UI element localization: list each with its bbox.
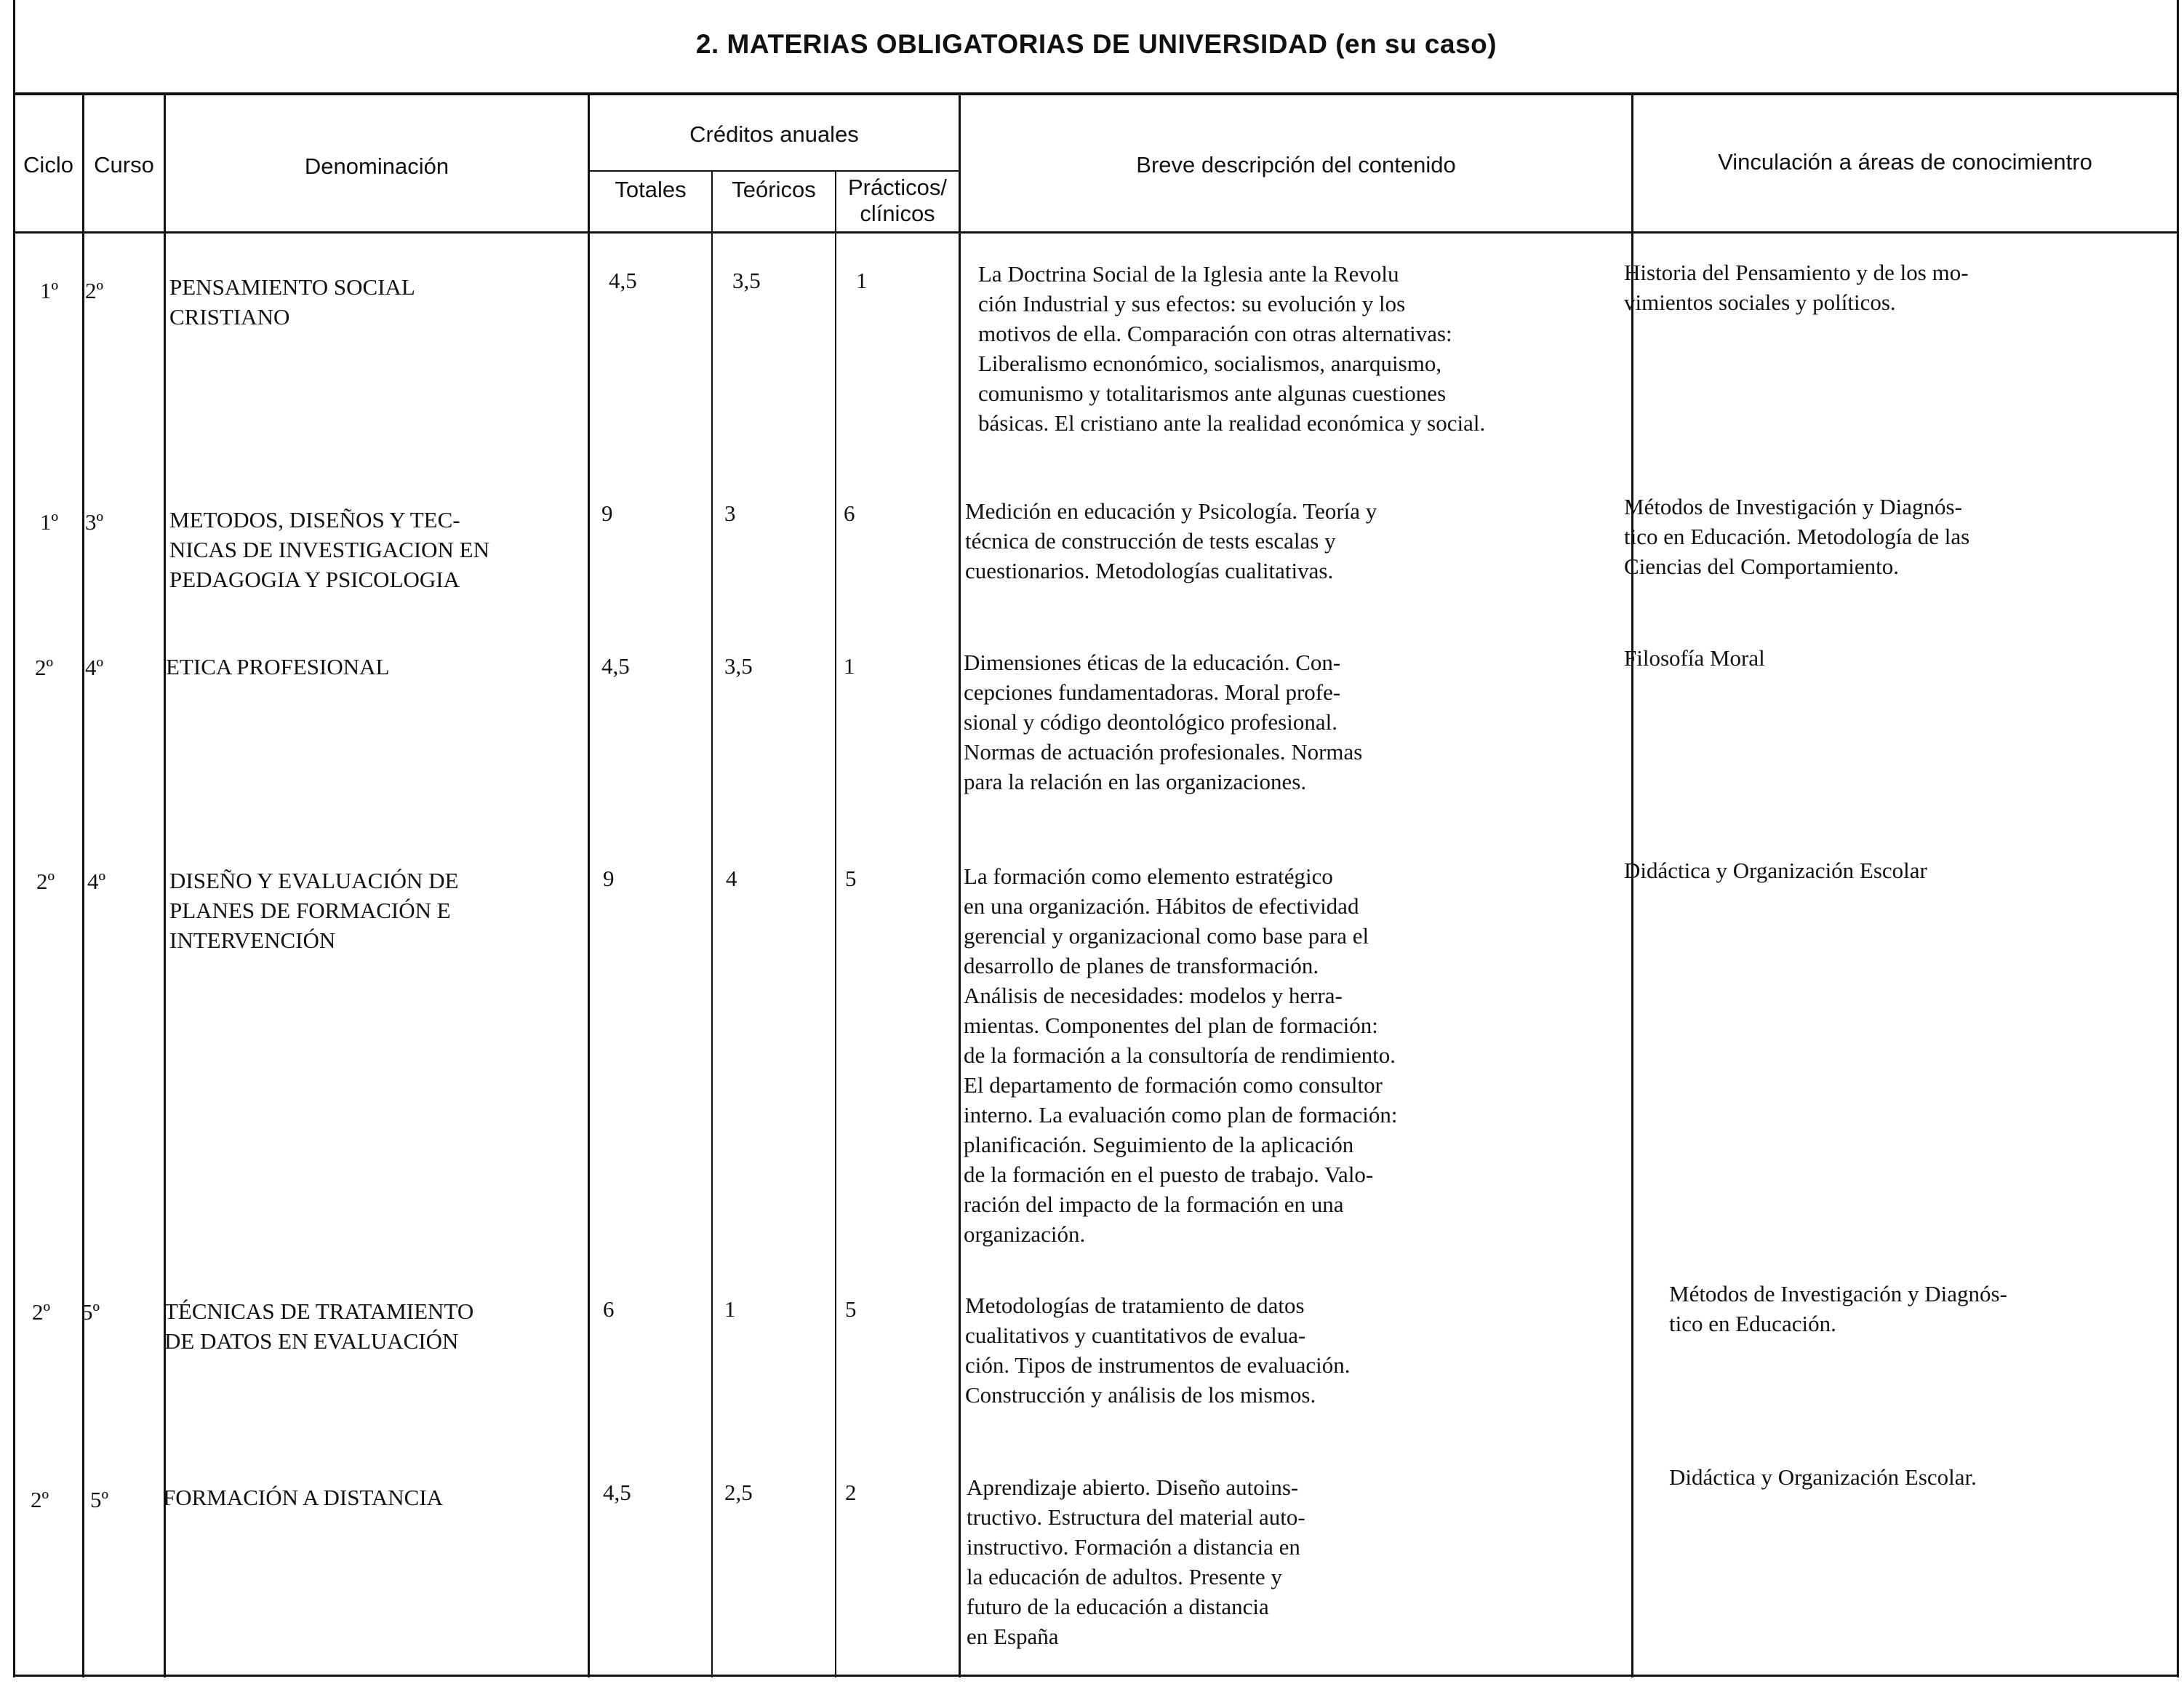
row-2-teoricos: 3 [724,500,736,526]
col-border-curso-denom [164,93,166,1677]
row-2-descripcion: Medición en educación y Psicología. Teoría y técnica de construcción de tests escalas y cuestionarios. Metodologías cualitativas. [965,498,1377,583]
col-border-totales-teoricos [711,170,713,1677]
row-4-ciclo: 2º [36,869,55,894]
col-border-left [13,93,15,1677]
row-4-descripcion: La formación como elemento estratégico en una organización. Hábitos de efectividad gerencial y organizacional como base para el desarrollo de planes de transformación. Análisis de necesidades: modelos y herra- mientas. Componentes del plan de formación: de la formación a la consultoría de rendimiento. El departamento de formación como consultor interno. La evaluación como plan de formación: planificación. Seguimiento de la aplicación de la formación en el puesto de trabajo. Valo- ración del impacto de la formación en una organización. [964,863,1398,1247]
row-2-vinculacion: Métodos de Investigación y Diagnós- tico en Educación. Metodología de las Ciencias del Comportamiento. [1624,494,1970,579]
row-6-denominacion: FORMACIÓN A DISTANCIA [163,1485,444,1510]
row-4-totales: 9 [603,866,615,891]
row-4-denominacion: DISEÑO Y EVALUACIÓN DE PLANES DE FORMACIÓN E INTERVENCIÓN [169,868,459,953]
row-5-teoricos: 1 [724,1296,736,1322]
row-6-curso: 5º [90,1487,109,1512]
row-5-curso: 5º [81,1299,100,1325]
col-border-denom-totales [588,93,590,1677]
header-descripcion: Breve descripción del contenido [1136,152,1456,177]
row-6-practicos: 2 [845,1480,857,1505]
row-1-vinculacion: Historia del Pensamiento y de los mo- vimientos sociales y políticos. [1624,260,1969,315]
header-vinculacion: Vinculación a áreas de conocimientro [1718,149,2092,175]
header-ciclo: Ciclo [23,152,73,177]
row-6-totales: 4,5 [603,1480,631,1505]
row-4-vinculacion: Didáctica y Organización Escolar [1624,858,1927,883]
row-3-descripcion: Dimensiones éticas de la educación. Con- cepciones fundamentadoras. Moral profe- sional y código deontológico profesional. Normas de actuación profesionales. Normas para la relación en las organizaciones. [964,650,1363,794]
creditos-subheader-line [588,170,960,172]
col-border-desc-vinc [1631,93,1633,1677]
col-border-ciclo-curso [82,93,84,1677]
row-1-totales: 4,5 [609,268,637,293]
row-3-vinculacion: Filosofía Moral [1624,645,1765,671]
row-3-totales: 4,5 [601,653,630,679]
row-5-totales: 6 [603,1296,615,1322]
row-5-ciclo: 2º [32,1299,51,1325]
row-4-practicos: 5 [845,866,857,891]
row-1-practicos: 1 [856,268,868,293]
row-2-curso: 3º [85,509,104,535]
row-1-denominacion: PENSAMIENTO SOCIAL CRISTIANO [169,274,415,330]
header-curso: Curso [94,152,154,177]
header-denominacion: Denominación [304,153,449,179]
row-5-descripcion: Metodologías de tratamiento de datos cualitativos y cuantitativos de evalua- ción. Tipos de instrumentos de evaluación. Construcción y análisis de los mismos. [965,1293,1351,1408]
row-2-denominacion: METODOS, DISEÑOS Y TEC- NICAS DE INVESTIGACION EN PEDAGOGIA Y PSICOLOGIA [169,507,489,592]
header-creditos-anuales: Créditos anuales [689,121,859,147]
row-6-ciclo: 2º [31,1487,49,1512]
row-3-teoricos: 3,5 [724,653,753,679]
row-1-curso: 2º [85,278,104,303]
row-2-ciclo: 1º [40,509,59,535]
row-3-practicos: 1 [844,653,855,679]
col-border-practicos-desc [959,93,961,1677]
row-5-practicos: 5 [845,1296,857,1322]
col-border-right [2177,93,2179,1677]
header-bottom-border [13,231,2179,234]
row-5-vinculacion: Métodos de Investigación y Diagnós- tico en Educación. [1669,1281,2007,1336]
row-6-teoricos: 2,5 [724,1480,753,1505]
row-6-descripcion: Aprendizaje abierto. Diseño autoins- tructivo. Estructura del material auto- instructivo. Formación a distancia en la educación de adultos. Presente y futuro de la educación a distancia en España [967,1475,1305,1649]
header-teoricos: Teóricos [732,177,816,202]
header-totales: Totales [615,177,687,202]
col-border-teoricos-practicos [835,170,836,1677]
table-bottom-border [13,1675,2179,1677]
row-2-totales: 9 [601,500,613,526]
row-5-denominacion: TÉCNICAS DE TRATAMIENTO DE DATOS EN EVALUACIÓN [164,1298,474,1354]
row-6-vinculacion: Didáctica y Organización Escolar. [1669,1464,1977,1490]
row-4-teoricos: 4 [726,866,737,891]
row-2-practicos: 6 [844,500,855,526]
row-1-descripcion: La Doctrina Social de la Iglesia ante la Revolu ción Industrial y sus efectos: su evolución y los motivos de ella. Comparación con otras alternativas: Liberalismo ecnonómico, socialismos, anarquismo, comunismo y totalitarismos ante algunas cuestiones básicas. El cristiano ante la realidad económica y social. [978,261,1486,436]
header-practicos: Prácticos/ clínicos [847,175,948,226]
row-1-ciclo: 1º [40,278,59,303]
row-3-ciclo: 2º [35,655,54,680]
document-title: 2. MATERIAS OBLIGATORIAS DE UNIVERSIDAD (en su caso) [695,29,1497,59]
row-3-denominacion: ETICA PROFESIONAL [166,654,390,679]
row-1-teoricos: 3,5 [732,268,761,293]
row-4-curso: 4º [87,869,106,894]
table-top-border [13,93,2179,95]
row-3-curso: 4º [85,655,104,680]
